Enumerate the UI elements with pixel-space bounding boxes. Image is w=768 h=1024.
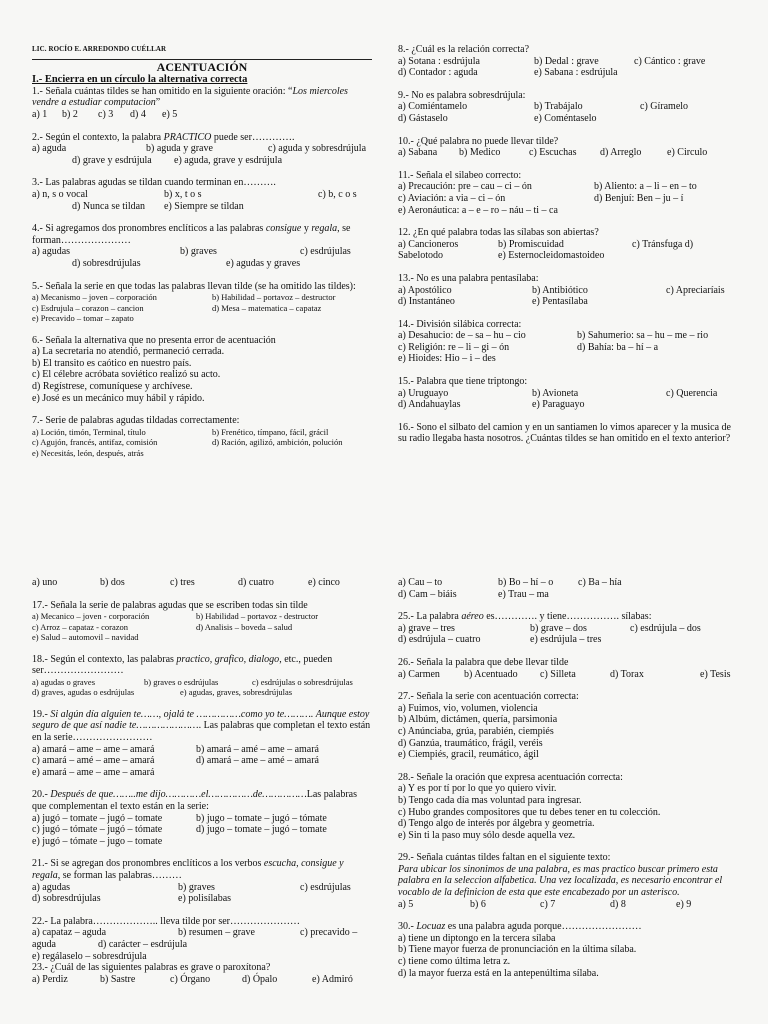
option[interactable]: a) Comiéntamelo bbox=[398, 101, 468, 113]
option[interactable]: c) jugó – tómate – jugó – tómate bbox=[32, 824, 163, 836]
option[interactable]: a) Uruguayo bbox=[398, 387, 449, 399]
option[interactable]: d) Tengo algo de interés por álgebra y geometría. bbox=[398, 818, 595, 830]
option[interactable]: c) El célebre acróbata soviético realizó su acto. bbox=[32, 369, 221, 381]
option[interactable]: a) Cau – to bbox=[398, 577, 443, 588]
option[interactable]: c) Gíramelo bbox=[640, 101, 689, 113]
option[interactable]: e) Aeronáutica: a – e – ro – náu – ti – ca bbox=[398, 204, 558, 216]
option[interactable]: c) Hubo grandes compositores que tu debes tener en tu colección. bbox=[398, 806, 661, 818]
question-5: 5.- Señala la serie en que todas las palabras llevan tilde (se ha omitido las tildes): a) Mecanismo – joven – corporación b) Habilidad – portavoz – destructor c) Esdrujula – corazon – cancion d) Mesa – matematica – capataz e) Precavido – tomar – zapato bbox=[32, 281, 372, 324]
page-title: ACENTUACIÓN bbox=[156, 59, 248, 74]
question-28: 28.- Señale la oración que expresa acentuación correcta: a) Y es por tí por lo que yo quiero vivir. b) Tengo cada día mas voluntad para ingresar. c) Hubo grandes compositores que tu debes tener en tu colección. d) Tengo algo de interés por álgebra y geometría. e) Sin ti la paso muy sólo desde aquella vez. bbox=[398, 772, 734, 842]
option[interactable]: a) Precaución: pre – cau – ci – ón bbox=[398, 181, 532, 193]
option[interactable]: c) 3 bbox=[98, 108, 114, 120]
option[interactable]: a) Desahucio: de – sa – hu – cio bbox=[398, 330, 526, 342]
option[interactable]: c) tiene como última letra z. bbox=[398, 956, 511, 968]
option[interactable]: b) Promiscuidad bbox=[498, 238, 564, 250]
question-22: 22.- La palabra……………….. lleva tilde por ser………………… a) capataz – aguda b) resumen – grave c) precavido – aguda d) carácter – esdrújula e) regálaselo – sobresdrújula bbox=[32, 916, 372, 962]
option[interactable]: d) esdrújula – cuatro bbox=[398, 634, 481, 646]
option[interactable]: c) aguda y sobresdrújula bbox=[268, 143, 367, 155]
option[interactable]: d) sobresdrújulas bbox=[32, 893, 101, 905]
option[interactable]: e) Hioides: Hio – i – des bbox=[398, 353, 496, 365]
option[interactable]: a) n, s o vocal bbox=[32, 188, 88, 200]
option[interactable]: c) Religión: re – li – gi – ón bbox=[398, 341, 510, 353]
option[interactable]: c) Agujón, francés, antifaz, comisión bbox=[32, 437, 158, 448]
option[interactable]: e) 9 bbox=[676, 898, 692, 910]
option[interactable]: b) jugo – tomate – jugó – tómate bbox=[196, 812, 327, 824]
option[interactable]: e) jugó – tómate – jugo – tomate bbox=[32, 835, 163, 847]
option[interactable]: b) graves o esdrújulas bbox=[144, 676, 219, 687]
left-column-top bbox=[32, 44, 372, 458]
option[interactable]: b) graves bbox=[180, 246, 217, 258]
option[interactable]: c) amará – amé – ame – amará bbox=[32, 755, 155, 767]
option[interactable]: c) Arroz – capataz - corazon bbox=[32, 621, 129, 632]
option[interactable]: a) uno bbox=[32, 577, 58, 588]
question-6: 6.- Señala la alternativa que no presenta error de acentuación a) La secretaria no atendió, permaneció cerrada. b) El transito es caótico en nuestro país. c) El célebre acróbata soviético realizó su acto. d) Regístrese, comuníquese y archívese. e) José es un mecánico muy hábil y rápido. bbox=[32, 335, 372, 405]
option[interactable]: a) Sotana : esdrújula bbox=[398, 55, 480, 67]
option[interactable]: e) 5 bbox=[162, 108, 178, 120]
question-3: 3.- Las palabras agudas se tildan cuando terminan en………. a) n, s o vocal b) x, t o s c) b, c o s d) Nunca se tildan e) Siempre se tildan bbox=[32, 177, 372, 212]
option[interactable]: e) Esternocleidomastoideo bbox=[498, 250, 605, 262]
option[interactable]: b) aguda y grave bbox=[146, 143, 213, 155]
option[interactable]: b) Acentuado bbox=[464, 668, 518, 680]
question-27: 27.- Señala la serie con acentuación correcta: a) Fuimos, vio, volumen, violencia b) Albúm, dictámen, quería, parsimonia c) Anúnciaba, grúa, parabién, ciempiés d) Ganzúa, traumático, frágil, veréis e) Ciempiés, gracil, reumático, ágil bbox=[398, 691, 734, 761]
option[interactable]: d) la mayor fuerza está en la antepenúltima sílaba. bbox=[398, 967, 599, 979]
option[interactable]: a) agudas bbox=[32, 881, 71, 893]
option[interactable]: d) Instantáneo bbox=[398, 296, 455, 308]
question-1: 1.- Señala cuántas tildes se han omitido en la siguiente oración: “Los miercoles vendre a estudiar computacion” a) 1 b) 2 c) 3 d) 4 e) 5 bbox=[32, 86, 372, 121]
option[interactable]: c) Escuchas bbox=[529, 147, 577, 159]
option[interactable]: e) agudas y graves bbox=[226, 257, 301, 269]
question-4: 4.- Si agregamos dos pronombres enclíticos a las palabras consigue y regala, se forman………………… a) agudas b) graves c) esdrújulas d) sobresdrújulas e) agudas y graves bbox=[32, 223, 372, 269]
option[interactable]: c) Ba – hía bbox=[578, 577, 622, 588]
option[interactable]: e) Salud – automovil – navidad bbox=[32, 632, 139, 643]
option[interactable]: d) Torax bbox=[610, 668, 644, 680]
option[interactable]: b) 2 bbox=[62, 108, 78, 120]
right-column-top bbox=[398, 44, 734, 445]
option[interactable]: e) Coméntaselo bbox=[534, 112, 597, 124]
option[interactable]: c) Órgano bbox=[170, 973, 211, 985]
option[interactable]: d) Bahía: ba – hí – a bbox=[577, 341, 659, 353]
option[interactable]: b) Habilidad – portavoz – destructor bbox=[212, 292, 336, 303]
option[interactable]: d) Ganzúa, traumático, frágil, veréis bbox=[398, 737, 543, 749]
option[interactable]: b) Sastre bbox=[100, 973, 136, 985]
option[interactable]: c) b, c o s bbox=[318, 188, 357, 200]
option[interactable]: a) Cancioneros bbox=[398, 238, 459, 250]
option[interactable]: c) Esdrujula – corazon – cancion bbox=[32, 302, 144, 313]
option[interactable]: c) tres bbox=[170, 577, 195, 588]
option[interactable]: e) José es un mecánico muy hábil y rápido. bbox=[32, 392, 205, 404]
option[interactable]: e) Circulo bbox=[667, 147, 708, 159]
question-2: 2.- Según el contexto, la palabra PRACTICO puede ser…………. a) aguda b) aguda y grave c) aguda y sobresdrújula d) grave y esdrújula e) aguda, grave y esdrújula bbox=[32, 132, 372, 167]
option[interactable]: b) Dedal : grave bbox=[534, 55, 599, 67]
option[interactable]: a) jugó – tomate – jugó – tomate bbox=[32, 812, 163, 824]
option[interactable]: c) 7 bbox=[540, 898, 556, 910]
option[interactable]: d) Arreglo bbox=[600, 147, 642, 159]
option[interactable]: e) esdrújula – tres bbox=[530, 634, 602, 646]
option[interactable]: e) Sabana : esdrújula bbox=[534, 67, 618, 79]
option[interactable]: a) agudas bbox=[32, 246, 71, 258]
option[interactable]: b) grave – dos bbox=[530, 622, 587, 634]
option[interactable]: a) Carmen bbox=[398, 668, 440, 680]
option[interactable]: e) Trau – ma bbox=[498, 588, 549, 600]
question-12: 12. ¿En qué palabra todas las sílabas son abiertas? a) Cancioneros b) Promiscuidad c) Tránsfuga d) Sabelotodo e) Esternocleidomastoideo bbox=[398, 227, 734, 262]
option[interactable]: b) Avioneta bbox=[532, 387, 579, 399]
question-20: 20.- Después de que……..me dijo…………el……………de……………Las palabras que complementan el texto están en la serie: a) jugó – tomate – jugó – tomate b) jugo – tomate – jugó – tómate c) jugó – tómate – jugó – tómate d) jugo – tomate – jugó – tomate e) jugó – tómate – jugo – tomate bbox=[32, 789, 372, 847]
option[interactable]: e) amará – ame – ame – amará bbox=[32, 766, 155, 778]
question-13: 13.- No es una palabra pentasílaba: a) Apostólico b) Antibiótico c) Apreciaríais d) Instantáneo e) Pentasílaba bbox=[398, 273, 734, 308]
option[interactable]: d) graves, agudas o esdrújulas bbox=[32, 687, 135, 698]
option[interactable]: c) esdrújulas o sobresdrújulas bbox=[252, 676, 353, 687]
option[interactable]: a) La secretaria no atendió, permaneció cerrada. bbox=[32, 346, 225, 358]
option[interactable]: d) Regístrese, comuníquese y archívese. bbox=[32, 380, 193, 392]
question-15: 15.- Palabra que tiene triptongo: a) Uruguayo b) Avioneta c) Querencia d) Andahuaylas e) Paraguayo bbox=[398, 376, 734, 411]
option[interactable]: a) Mecanismo – joven – corporación bbox=[32, 292, 157, 303]
question-16-options bbox=[32, 577, 372, 589]
option[interactable]: b) Bo – hí – o bbox=[498, 577, 554, 588]
option[interactable]: d) grave y esdrújula bbox=[72, 154, 152, 166]
option[interactable]: d) jugo – tomate – jugó – tomate bbox=[196, 824, 327, 836]
option[interactable]: d) sobresdrújulas bbox=[72, 257, 141, 269]
option[interactable]: e) regálaselo – sobresdrújula bbox=[32, 950, 147, 962]
option[interactable]: d) 4 bbox=[130, 108, 146, 120]
option[interactable]: b) El transito es caótico en nuestro país. bbox=[32, 357, 192, 369]
option[interactable]: b) Medico bbox=[459, 147, 501, 159]
option[interactable]: a) capataz – aguda bbox=[32, 927, 107, 939]
option[interactable]: a) agudas o graves bbox=[32, 676, 96, 687]
option[interactable]: b) 6 bbox=[470, 898, 486, 910]
option[interactable]: d) 8 bbox=[610, 898, 626, 910]
question-29: 29.- Señala cuántas tildes faltan en el siguiente texto: Para ubicar los sinonimos de una palabra, es mas practico buscar primero esta palabra en la seleccion alfabetica. Una vez localizada, es necesario encontrar el vocablo de la definicion de esta que este encabezado por un asterisco. a) 5 b) 6 c) 7 d) 8 e) 9 bbox=[398, 852, 734, 910]
option[interactable]: e) Ciempiés, gracil, reumático, ágil bbox=[398, 749, 539, 761]
question-23: 23.- ¿Cuál de las siguientes palabras es grave o paroxítona? a) Perdiz b) Sastre c) Órgano d) Ópalo e) Admiró bbox=[32, 962, 372, 985]
option[interactable]: b) graves bbox=[178, 881, 215, 893]
question-9: 9.- No es palabra sobresdrújula: a) Comiéntamelo b) Trabájalo c) Gíramelo d) Gástaselo e) Coméntaselo bbox=[398, 90, 734, 125]
option[interactable]: c) esdrújula – dos bbox=[630, 622, 701, 634]
option[interactable]: e) Paraguayo bbox=[532, 399, 585, 411]
option[interactable]: a) Apostólico bbox=[398, 284, 452, 296]
option[interactable]: d) amará – ame – amé – amará bbox=[196, 755, 319, 767]
option[interactable]: Sabelotodo bbox=[398, 250, 443, 262]
option[interactable]: d) Benjuí: Ben – ju – í bbox=[594, 192, 684, 204]
option[interactable]: c) Anúnciaba, grúa, parabién, ciempiés bbox=[398, 725, 554, 737]
option[interactable]: c) Silleta bbox=[540, 668, 576, 680]
option[interactable]: b) amará – amé – ame – amará bbox=[196, 743, 319, 755]
option[interactable]: d) carácter – esdrújula bbox=[98, 938, 188, 950]
option[interactable]: b) Sahumerio: sa – hu – me – rio bbox=[577, 330, 709, 342]
option[interactable]: a) Sabana bbox=[398, 147, 438, 159]
option[interactable]: b) resumen – grave bbox=[178, 927, 255, 939]
option[interactable]: c) esdrújulas bbox=[300, 246, 351, 258]
question-25: 25.- La palabra aéreo es…………. y tiene……………. sílabas: a) grave – tres b) grave – dos c) esdrújula – dos d) esdrújula – cuatro e) esdrújula – tres bbox=[398, 611, 734, 646]
question-14: 14.- División silábica correcta: a) Desahucio: de – sa – hu – cio b) Sahumerio: sa – hu – me – rio c) Religión: re – li – gi – ón d) Bahía: ba – hí – a e) Hioides: Hio – i – des bbox=[398, 319, 734, 365]
option[interactable]: a) 5 bbox=[398, 898, 414, 910]
option[interactable]: d) Cam – biáis bbox=[398, 588, 457, 600]
option[interactable]: e) Necesitás, león, después, atrás bbox=[32, 447, 144, 458]
option[interactable]: b) Tiene mayor fuerza de pronunciación en la última sílaba. bbox=[398, 944, 637, 956]
option[interactable]: e) Sin ti la paso muy sólo desde aquella vez. bbox=[398, 829, 576, 841]
option[interactable]: c) Querencia bbox=[666, 387, 718, 399]
question-17: 17.- Señala la serie de palabras agudas que se escriben todas sin tilde a) Mecanico – joven - corporación b) Habilidad – portavoz - destructor c) Arroz – capataz - corazon d) Analisis – boveda – salud e) Salud – automovil – navidad bbox=[32, 600, 372, 643]
option[interactable]: d) Gástaselo bbox=[398, 112, 448, 124]
section-heading: I.- Encierra en un círculo la alternativa correcta bbox=[32, 74, 248, 86]
option[interactable]: e) agudas, graves, sobresdrújulas bbox=[180, 687, 293, 698]
option[interactable]: b) Aliento: a – li – en – to bbox=[594, 181, 697, 193]
question-18: 18.- Según el contexto, las palabras practico, grafico, dialogo, etc., pueden ser…………………… a) agudas o graves b) graves o esdrújulas c) esdrújulas o sobresdrújulas d) graves, agudas o esdrújulas e) agudas, graves, sobresdrújulas bbox=[32, 654, 372, 698]
option[interactable]: e) polisílabas bbox=[178, 893, 232, 905]
question-29-text: Para ubicar los sinonimos de una palabra, es mas practico buscar primero esta palabra en la seleccion alfabetica. Una vez localizada, es necesario encontrar el vocablo de la definicion de esta que este encabezado por un asterisco. bbox=[398, 863, 723, 899]
option[interactable]: e) Tesis bbox=[700, 668, 731, 680]
question-8: 8.- ¿Cuál es la relación correcta? a) Sotana : esdrújula b) Dedal : grave c) Cántico : grave d) Contador : aguda e) Sabana : esdrújula bbox=[398, 44, 734, 79]
option[interactable]: a) grave – tres bbox=[398, 622, 455, 634]
option[interactable]: c) Aviación: a via – ci – ón bbox=[398, 192, 506, 204]
option[interactable]: a) Y es por tí por lo que yo quiero vivir. bbox=[398, 783, 557, 795]
option[interactable]: d) Analisis – boveda – salud bbox=[196, 621, 293, 632]
option[interactable]: aguda bbox=[32, 938, 56, 950]
option[interactable]: a) tiene un diptongo en la tercera sílaba bbox=[398, 932, 556, 944]
option[interactable]: a) Fuimos, vio, volumen, violencia bbox=[398, 702, 538, 714]
option[interactable]: d) Contador : aguda bbox=[398, 67, 478, 79]
option[interactable]: e) Admiró bbox=[312, 973, 353, 985]
option[interactable]: b) Antibiótico bbox=[532, 284, 588, 296]
author-name: LIC. ROCÍO E. ARREDONDO CUÉLLAR bbox=[32, 45, 167, 53]
option[interactable]: a) amará – ame – ame – amará bbox=[32, 743, 155, 755]
option[interactable]: a) 1 bbox=[32, 108, 48, 120]
question-7: 7.- Serie de palabras agudas tildadas correctamente: a) Loción, timón, Terminal, título b) Frenético, tímpano, fácil, grácil c) Agujón, francés, antifaz, comisión d) Ración, agilizó, ambición, polución e) Necesitás, león, después, atrás bbox=[32, 415, 372, 458]
option[interactable]: b) Albúm, dictámen, quería, parsimonia bbox=[398, 714, 558, 726]
option[interactable]: d) cuatro bbox=[238, 577, 274, 588]
question-21: 21.- Si se agregan dos pronombres enclíticos a los verbos escucha, consigue y regala, se forman las palabras……… a) agudas b) graves c) esdrújulas d) sobresdrújulas e) polisílabas bbox=[32, 858, 372, 904]
option[interactable]: b) x, t o s bbox=[164, 188, 202, 200]
option[interactable]: a) Loción, timón, Terminal, título bbox=[32, 426, 146, 437]
option[interactable]: e) Siempre se tildan bbox=[164, 200, 244, 212]
option[interactable]: d) Nunca se tildan bbox=[72, 200, 146, 212]
question-10: 10.- ¿Qué palabra no puede llevar tilde? a) Sabana b) Medico c) Escuchas d) Arreglo e) Circulo bbox=[398, 136, 734, 159]
left-column-bottom bbox=[32, 577, 372, 985]
option[interactable]: b) Frenético, tímpano, fácil, grácil bbox=[212, 426, 329, 437]
question-30: 30.- Locuaz es una palabra aguda porque…………………… a) tiene un diptongo en la tercera sílaba b) Tiene mayor fuerza de pronunciación en la última sílaba. c) tiene como última letra z. d) la mayor fuerza está en la antepenúltima sílaba. bbox=[398, 921, 734, 979]
question-26: 26.- Señala la palabra que debe llevar tilde a) Carmen b) Acentuado c) Silleta d) Torax e) Tesis bbox=[398, 657, 734, 680]
option[interactable]: d) Ópalo bbox=[242, 973, 278, 985]
option[interactable]: b) Trabájalo bbox=[534, 101, 583, 113]
option[interactable]: a) Mecanico – joven - corporación bbox=[32, 611, 150, 622]
question-24-options bbox=[398, 577, 734, 600]
option[interactable]: c) esdrújulas bbox=[300, 881, 351, 893]
option[interactable]: e) aguda, grave y esdrújula bbox=[174, 154, 283, 166]
question-16: 16.- Sono el silbato del camion y en un santiamen lo vimos aparecer y la musica de su radio llegaba hasta nosotros. ¿Cuántas tildes se han omitido en el texto anterior? bbox=[398, 421, 731, 445]
option[interactable]: b) dos bbox=[100, 577, 125, 588]
option[interactable]: b) Habilidad – portavoz - destructor bbox=[196, 611, 319, 622]
option[interactable]: d) Andahuaylas bbox=[398, 399, 461, 411]
options bbox=[32, 109, 372, 121]
option[interactable]: e) cinco bbox=[308, 577, 340, 588]
option[interactable]: c) Apreciaríais bbox=[666, 284, 725, 296]
question-19: 19.- Si algún día alguien te……, ojalá te ……………como yo te………. Aunque estoy seguro de que así nadie te…………………. Las palabras que completan el texto están en la serie…………………… a) amará – ame – ame – amará b) amará – amé – ame – amará c) amará – amé – ame – amará d) amará – ame – amé – amará e) amará – ame – ame – amará bbox=[32, 708, 371, 778]
right-column-bottom bbox=[398, 577, 734, 979]
question-11: 11.- Señala el silabeo correcto: a) Precaución: pre – cau – ci – ón b) Aliento: a – li – en – to c) Aviación: a via – ci – ón d) Benjuí: Ben – ju – í e) Aeronáutica: a – e – ro – náu – ti – ca bbox=[398, 170, 734, 216]
option[interactable]: b) Tengo cada día mas voluntad para ingresar. bbox=[398, 794, 582, 806]
option[interactable]: e) Pentasílaba bbox=[532, 296, 588, 308]
option[interactable]: c) Tránsfuga d) bbox=[632, 238, 694, 250]
option[interactable]: c) Cántico : grave bbox=[634, 55, 706, 67]
option[interactable]: d) Ración, agilizó, ambición, polución bbox=[212, 437, 343, 448]
option[interactable]: a) Perdiz bbox=[32, 973, 68, 985]
option[interactable]: a) aguda bbox=[32, 143, 67, 155]
option[interactable]: e) Precavido – tomar – zapato bbox=[32, 313, 134, 324]
option[interactable]: c) precavido – bbox=[300, 927, 358, 939]
option[interactable]: d) Mesa – matematica – capataz bbox=[212, 302, 322, 313]
